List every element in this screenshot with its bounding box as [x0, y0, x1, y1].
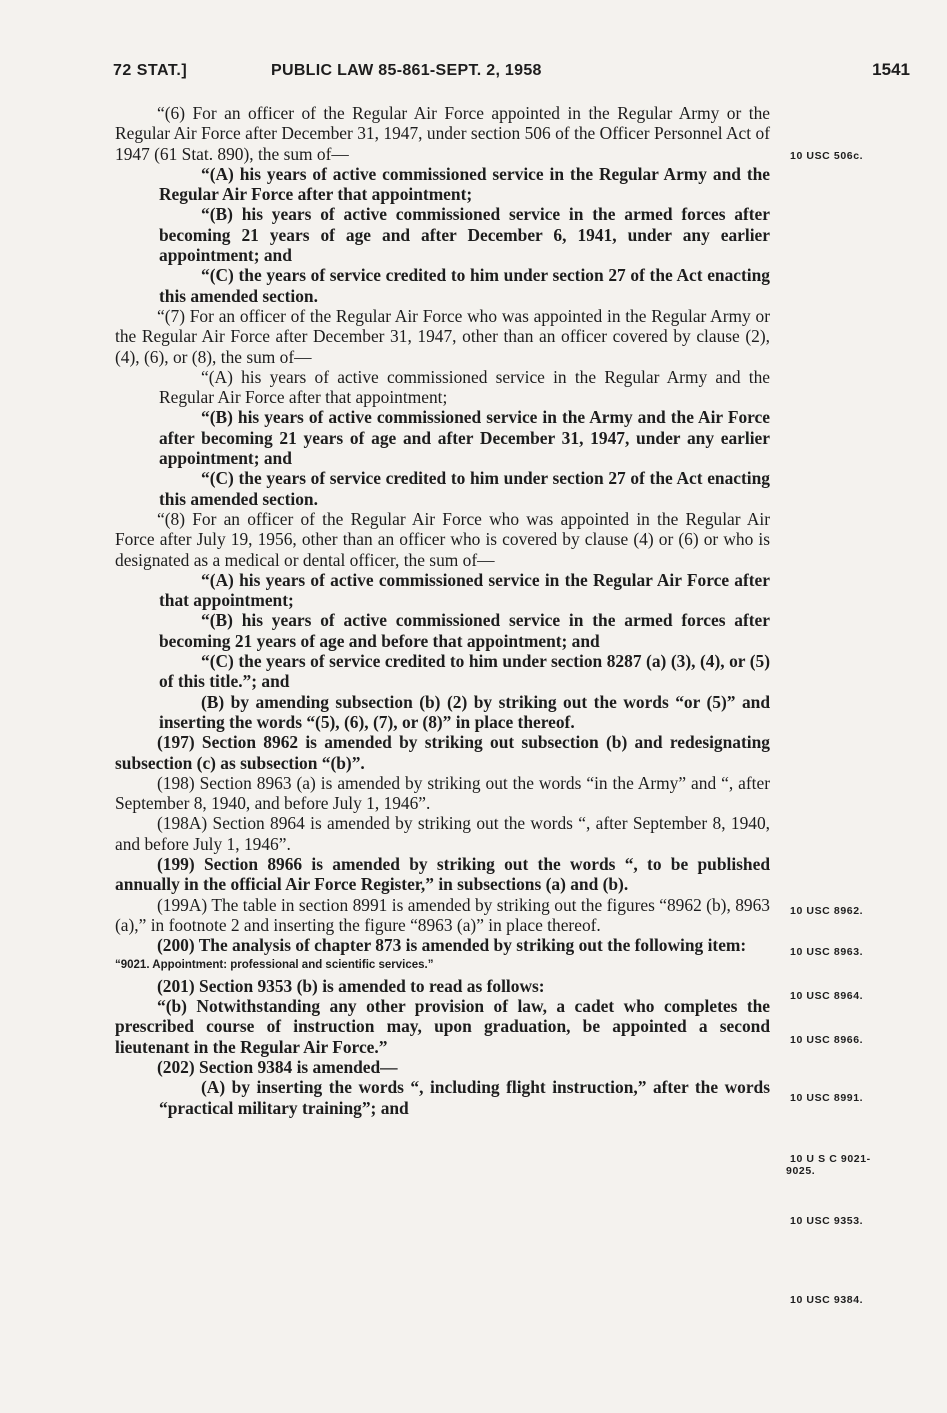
margin-citation: 9025. [786, 1165, 816, 1177]
paragraph: (197) Section 8962 is amended by striking out subsection (b) and redesignating subsection (c) as subsection “(b)”. [115, 732, 770, 773]
page-header [113, 58, 910, 88]
paragraph: “(B) his years of active commissioned service in the Army and the Air Force after becoming 21 years of age and after December 31, 1947, under any earlier appointment; and [159, 407, 770, 469]
paragraph: “(A) his years of active commissioned service in the Regular Army and the Regular Air Force after that appointment; [159, 163, 770, 205]
page-number: 1541 [872, 60, 910, 79]
margin-citation: 10 USC 506c. [790, 150, 864, 162]
paragraph: “(B) his years of active commissioned service in the armed forces after becoming 21 years of age and before that appointment; and [159, 610, 770, 651]
paragraph: “(B) his years of active commissioned service in the armed forces after becoming 21 years of age and after December 6, 1941, under any earlier appointment; and [159, 204, 770, 266]
margin-citation: 10 USC 8962. [790, 905, 864, 917]
paragraph: (198A) Section 8964 is amended by striking out the words “, after September 8, 1940, and before July 1, 1946”. [115, 813, 770, 854]
paragraph: “(A) his years of active commissioned service in the Regular Air Force after that appointment; [159, 569, 770, 611]
paragraph: “(8) For an officer of the Regular Air Force who was appointed in the Regular Air Force after July 19, 1956, other than an officer who is covered by clause (4) or (6) or who is designated as a medical or dental officer, the sum of— [115, 508, 770, 570]
margin-citation: 10 USC 8963. [790, 946, 864, 958]
paragraph: “9021. Appointment: professional and scientific services.” [115, 959, 434, 972]
paragraph: “(b) Notwithstanding any other provision of law, a cadet who completes the prescribed course of instruction may, upon graduation, be appointed a second lieutenant in the Regular Air Force.” [115, 996, 770, 1057]
paragraph: (199) Section 8966 is amended by striking out the words “, to be published annually in the official Air Force Register,” in subsections (a) and (b). [115, 853, 770, 895]
body-text [115, 103, 770, 1118]
paragraph: “(C) the years of service credited to him under section 27 of the Act enacting this amended section. [159, 265, 770, 306]
paragraph: “(6) For an officer of the Regular Air Force appointed in the Regular Army or the Regular Air Force after December 31, 1947, under section 506 of the Officer Personnel Act of 1947 (61 Stat. 890), the sum of— [115, 103, 770, 164]
paragraph: “(C) the years of service credited to him under section 27 of the Act enacting this amended section. [159, 468, 770, 509]
paragraph: (202) Section 9384 is amended— [157, 1056, 398, 1077]
margin-citation: 10 USC 8964. [790, 990, 864, 1002]
paragraph: “(7) For an officer of the Regular Air Force who was appointed in the Regular Army or the Regular Air Force after December 31, 1947, other than an officer covered by clause (2), (4), (6), or (8), the sum of— [115, 305, 770, 367]
paragraph: (A) by inserting the words “, including flight instruction,” after the words “practical military training”; and [159, 1077, 770, 1118]
paragraph: “(C) the years of service credited to him under section 8287 (a) (3), (4), or (5) of this title.”; and [159, 651, 770, 692]
paragraph: (200) The analysis of chapter 873 is amended by striking out the following item: [157, 935, 747, 956]
margin-citation: 10 USC 9353. [790, 1215, 864, 1227]
margin-citation: 10 USC 8991. [790, 1092, 864, 1104]
paragraph: (201) Section 9353 (b) is amended to read as follows: [157, 975, 545, 996]
running-title: PUBLIC LAW 85-861-SEPT. 2, 1958 [271, 62, 542, 79]
statute-volume: 72 STAT.] [113, 62, 188, 79]
margin-citation: 10 USC 9384. [790, 1294, 864, 1306]
paragraph: (198) Section 8963 (a) is amended by striking out the words “in the Army” and “, after September 8, 1940, and before July 1, 1946”. [115, 772, 770, 814]
margin-citation: 10 USC 8966. [790, 1034, 864, 1046]
paragraph: (B) by amending subsection (b) (2) by striking out the words “or (5)” and inserting the words “(5), (6), (7), or (8)” in place thereof. [159, 691, 770, 732]
paragraph: (199A) The table in section 8991 is amended by striking out the figures “8962 (b), 8963 (a),” in footnote 2 and inserting the figure “8963 (a)” in place thereof. [115, 894, 770, 935]
margin-citation: 10 U S C 9021- [790, 1153, 871, 1165]
paragraph: “(A) his years of active commissioned service in the Regular Army and the Regular Air Force after that appointment; [159, 366, 770, 408]
